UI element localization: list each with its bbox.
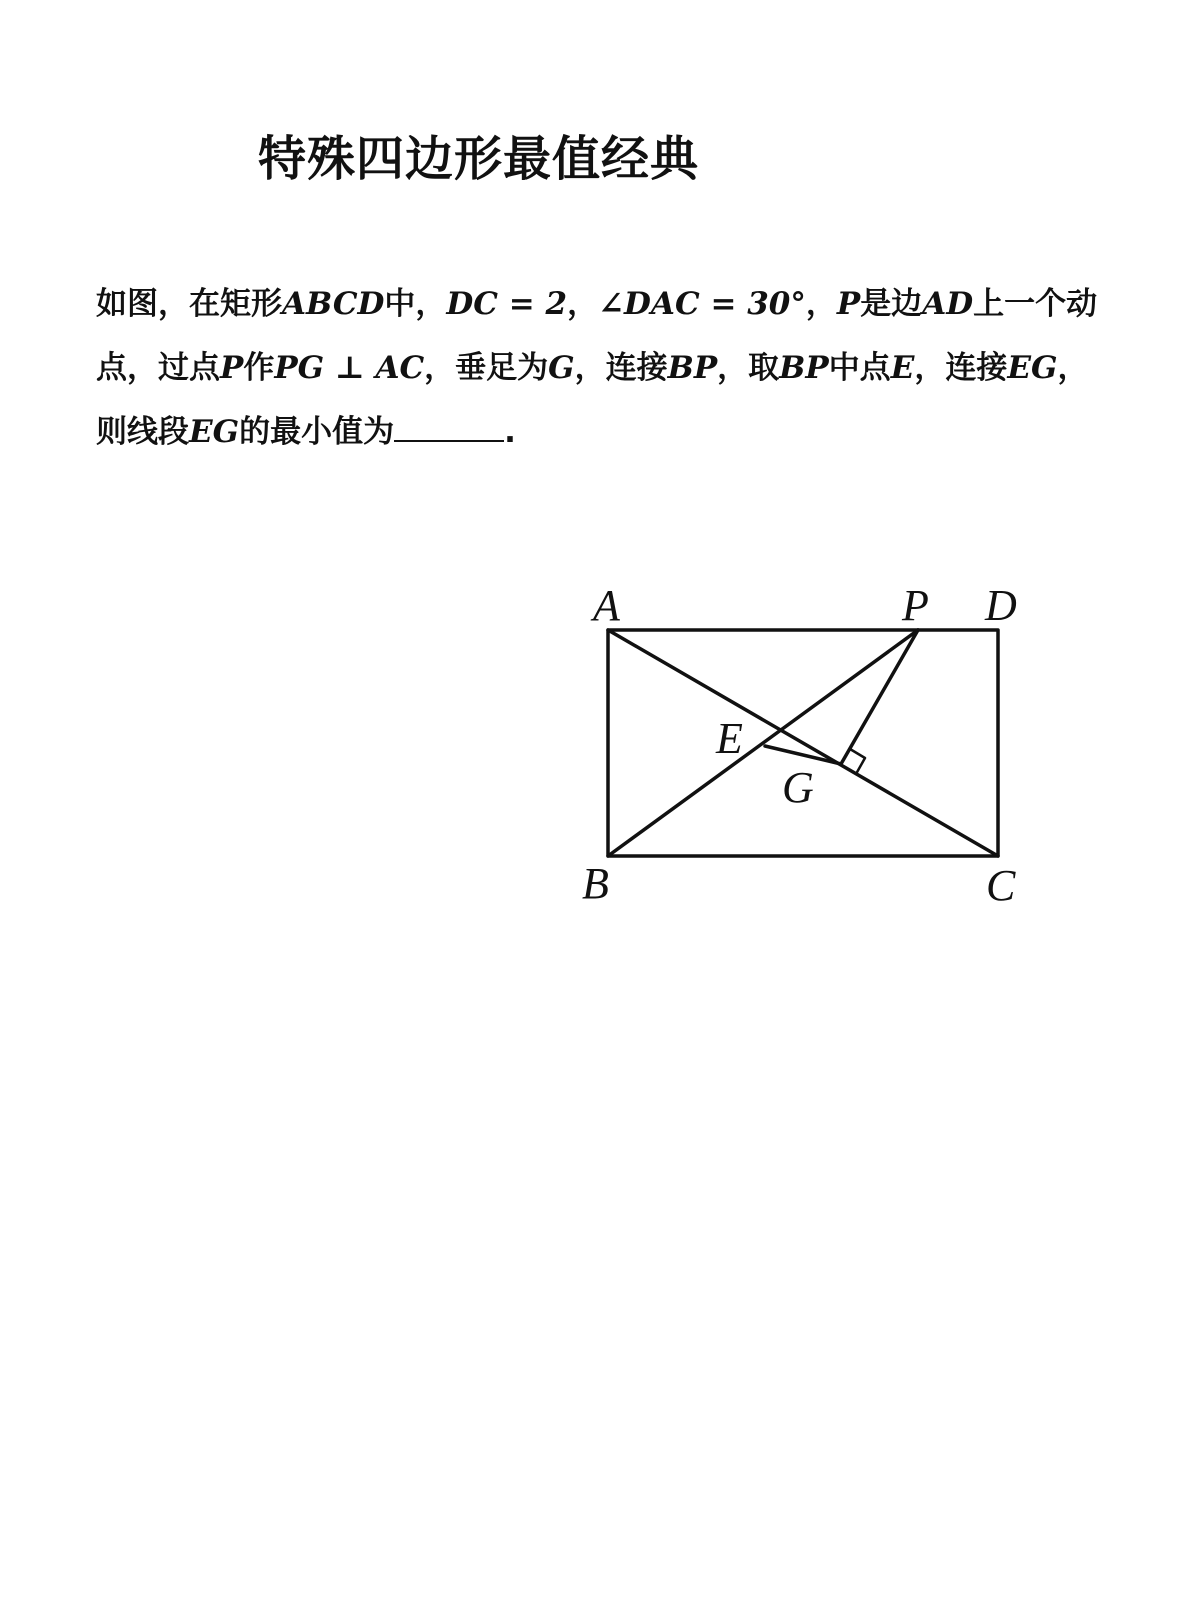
label-b: B [582, 859, 609, 908]
math: ∠DAC = 30° [598, 286, 806, 322]
math: AD [922, 286, 974, 322]
text: ， [805, 286, 837, 322]
math: E [890, 350, 915, 386]
segment-bp [608, 630, 918, 856]
problem-line-3 [96, 400, 1136, 464]
text: 如图，在矩形 [96, 286, 282, 322]
segment-eg [765, 746, 841, 764]
geometry-figure [560, 570, 1040, 920]
problem-line-1 [96, 272, 1136, 336]
answer-blank[interactable] [394, 414, 504, 442]
segment-pg [841, 630, 918, 764]
diagonal-ac [608, 630, 998, 856]
text: ，垂足为 [424, 350, 549, 386]
math: P [836, 286, 861, 322]
label-c: C [986, 861, 1016, 910]
label-g: G [782, 763, 814, 812]
text: ，连接 [914, 350, 1008, 386]
label-d: D [985, 581, 1017, 630]
problem-statement [96, 272, 1136, 464]
text: 上一个动 [973, 286, 1098, 322]
text: 作 [243, 350, 275, 386]
math: PG ⊥ AC [274, 350, 425, 386]
text: ， [567, 286, 599, 322]
math: G [548, 350, 575, 386]
math: P [220, 350, 244, 386]
math: BP [779, 350, 829, 386]
text: 则线段 [96, 414, 189, 450]
text: ，连接 [574, 350, 668, 386]
problem-line-2 [96, 336, 1136, 400]
text: 的最小值为 [239, 414, 395, 450]
math: EG [1007, 350, 1058, 386]
text: . [504, 414, 516, 450]
math: EG [189, 414, 240, 450]
label-e: E [716, 714, 743, 763]
text: 中， [384, 286, 447, 322]
text: 是边 [860, 286, 923, 322]
text: 中点 [828, 350, 891, 386]
text: ，取 [717, 350, 780, 386]
math: DC = 2 [446, 286, 568, 322]
figure-svg [560, 570, 1040, 920]
label-p: P [902, 581, 929, 630]
label-a: A [593, 581, 620, 630]
page-title: 特殊四边形最值经典 [258, 131, 700, 187]
text: ， [1057, 350, 1089, 386]
math: ABCD [282, 286, 385, 322]
text: 点，过点 [96, 350, 220, 386]
math: BP [667, 350, 718, 386]
